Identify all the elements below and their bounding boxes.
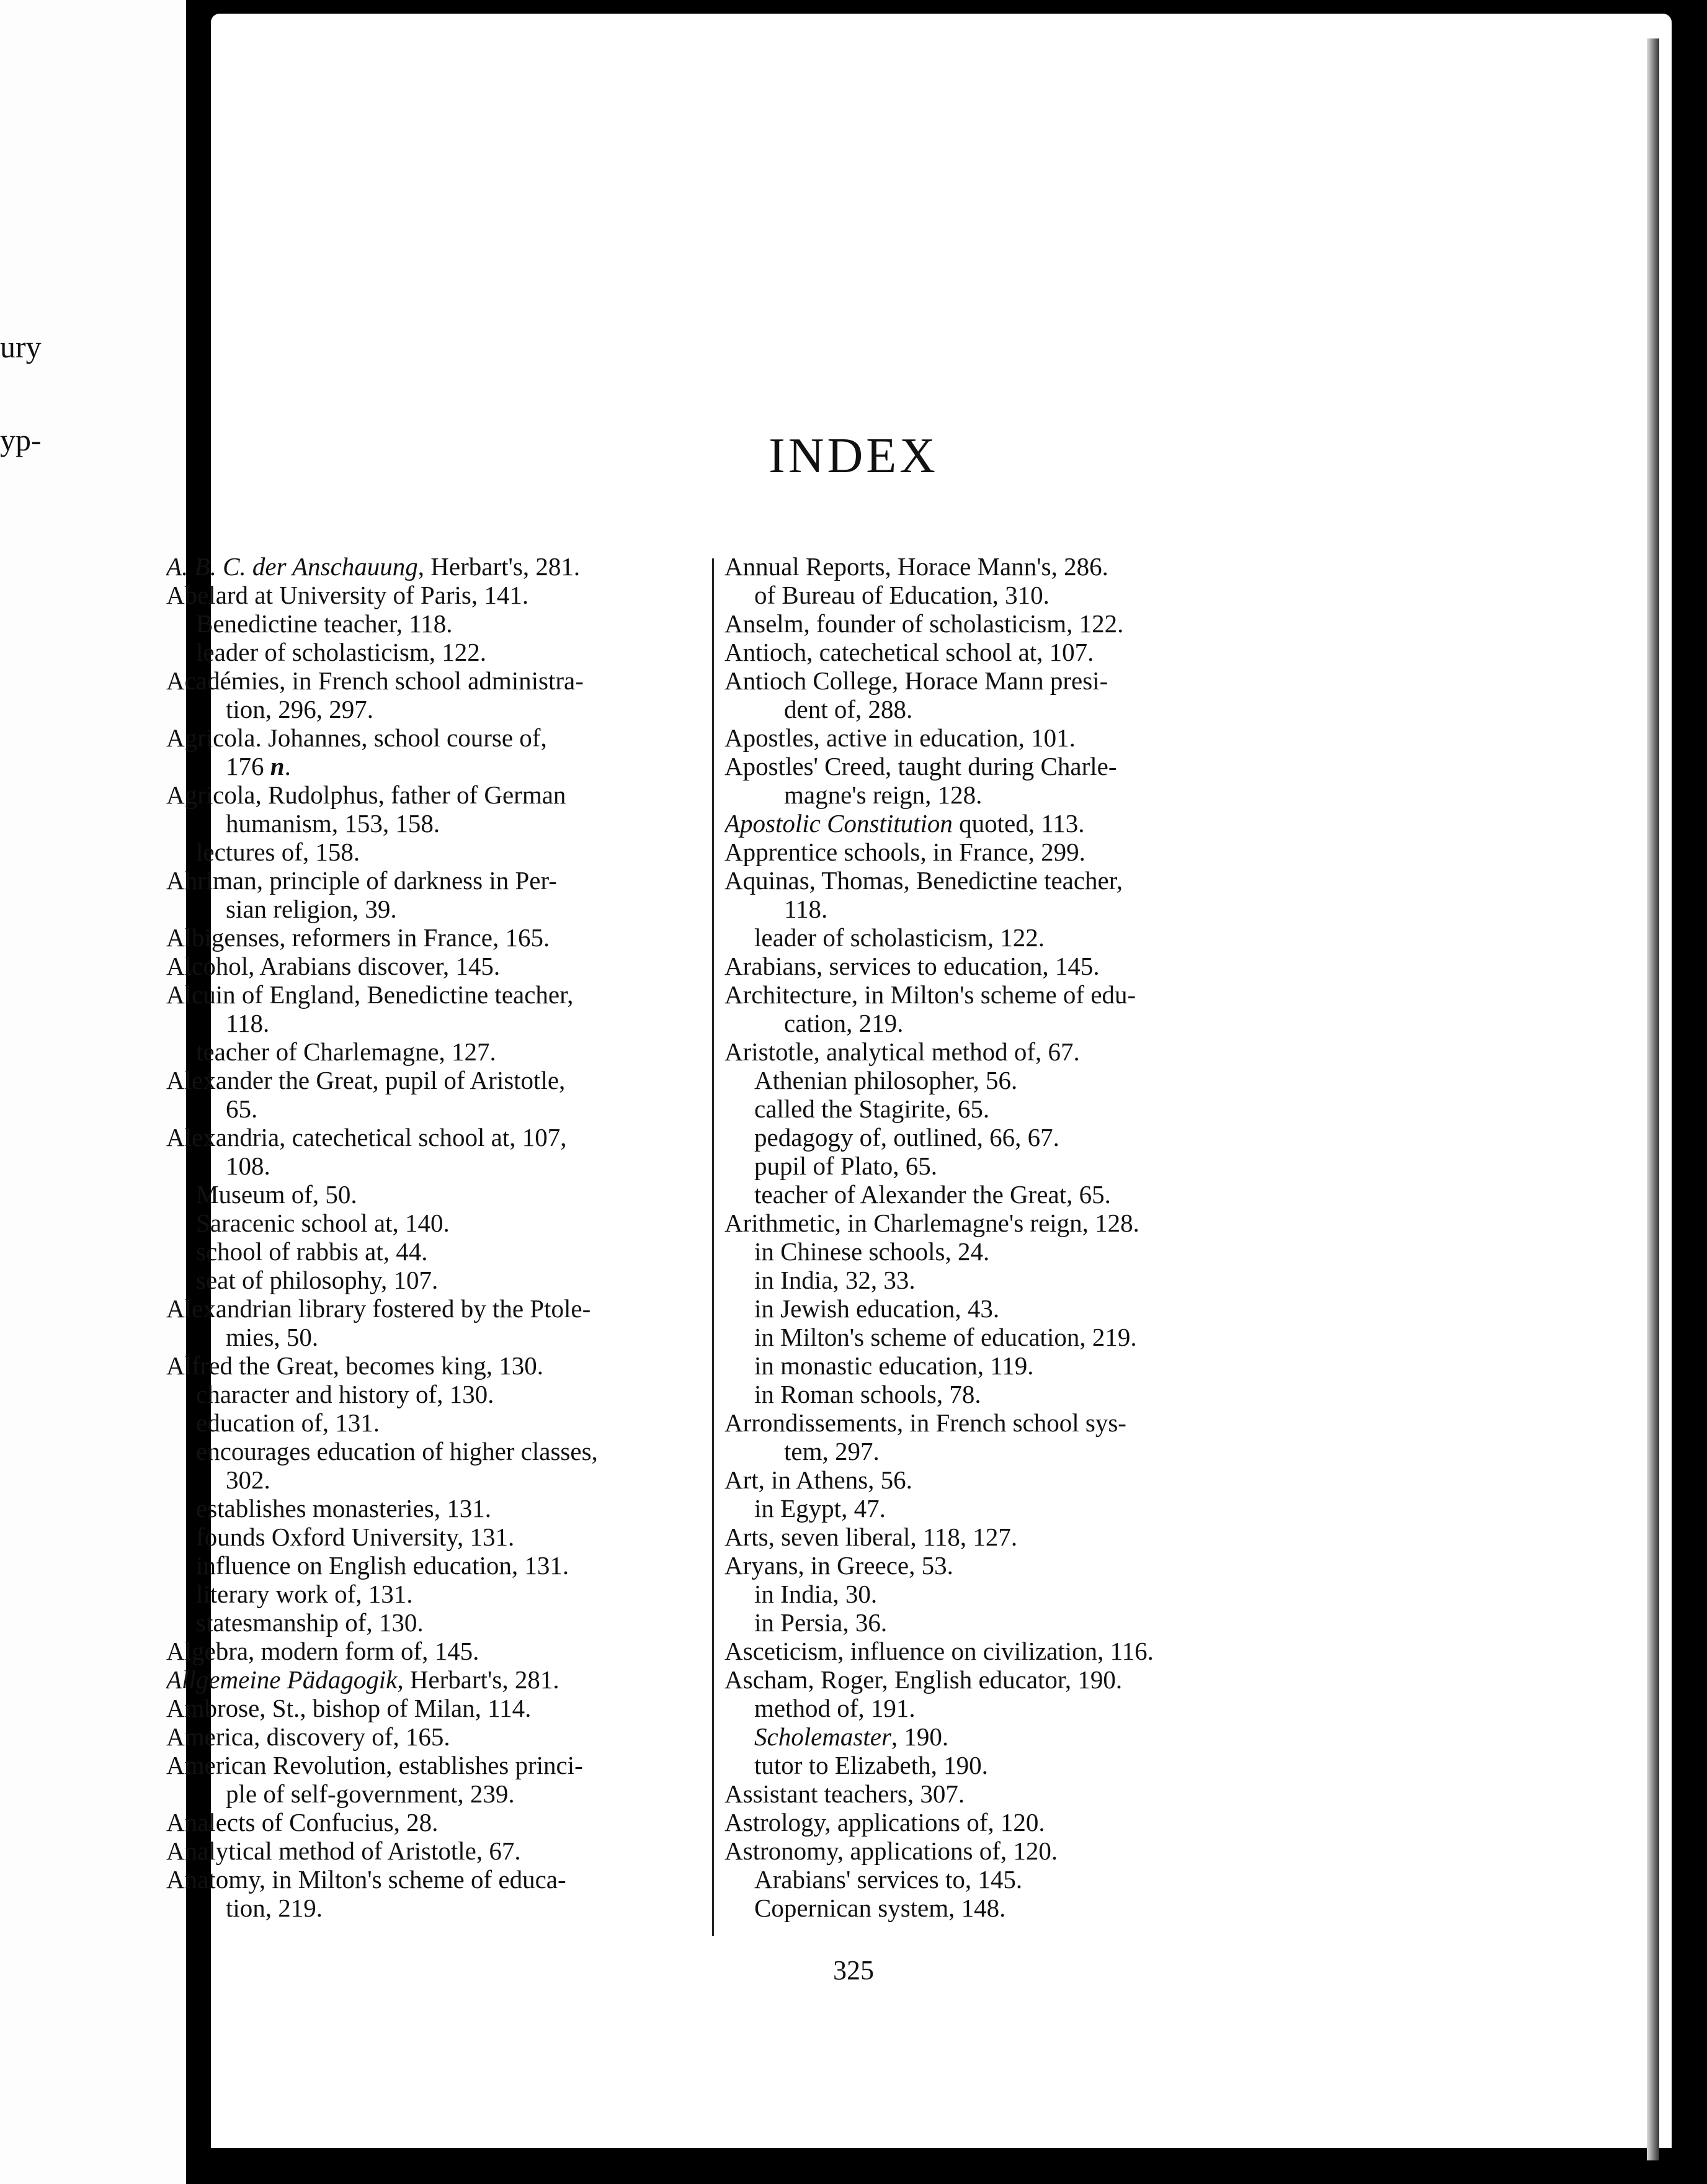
index-entry-text: , Herbart's, 281. (397, 1665, 559, 1694)
index-entry (166, 1580, 712, 1608)
index-entry-text: establishes monasteries, 131. (196, 1494, 491, 1523)
index-entry-text: Saracenic school at, 140. (196, 1209, 450, 1237)
index-entry-text: Assistant teachers, 307. (724, 1779, 965, 1808)
index-entry (724, 866, 1270, 895)
index-entry (166, 1808, 712, 1837)
index-entry-text: called the Stagirite, 65. (754, 1094, 990, 1123)
index-entry-text: Algebra, modern form of, 145. (166, 1637, 479, 1665)
index-entry-text: . (284, 752, 291, 781)
index-entry (166, 1694, 712, 1722)
index-entry-text: American Revolution, establishes princi- (166, 1751, 583, 1779)
index-entry-text: Ambrose, St., bishop of Milan, 114. (166, 1694, 532, 1722)
facing-page-edge (0, 0, 186, 2184)
index-entry-text: in Chinese schools, 24. (754, 1237, 990, 1266)
index-entry (724, 1037, 1270, 1066)
index-entry-text: encourages education of higher classes, (196, 1437, 598, 1466)
index-entry (724, 1209, 1270, 1237)
index-entry (724, 581, 1270, 609)
index-entry-text: , Herbart's, 281. (417, 552, 581, 581)
index-entry (724, 1837, 1270, 1865)
index-entry-text: cation, 219. (784, 1009, 904, 1037)
index-entry (724, 552, 1270, 581)
index-entry (724, 1551, 1270, 1580)
index-entry (166, 1209, 712, 1237)
index-entry (166, 1009, 712, 1037)
index-entry (724, 1779, 1270, 1808)
index-entry (724, 1466, 1270, 1494)
index-entry (166, 1408, 712, 1437)
index-entry-text: 108. (226, 1152, 270, 1180)
index-entry-text: Architecture, in Milton's scheme of edu- (724, 980, 1136, 1009)
index-entry-text: pedagogy of, outlined, 66, 67. (754, 1123, 1059, 1152)
index-entry (724, 923, 1270, 952)
index-entry-text: in Roman schools, 78. (754, 1380, 981, 1408)
index-entry-text: in India, 32, 33. (754, 1266, 916, 1294)
index-entry-text: Analytical method of Aristotle, 67. (166, 1837, 521, 1865)
index-entry (166, 781, 712, 809)
index-entry-text: 118. (784, 895, 828, 923)
index-entry (166, 1037, 712, 1066)
index-entry (724, 1637, 1270, 1665)
index-entry-text: character and history of, 130. (196, 1380, 494, 1408)
index-entry-text: mies, 50. (226, 1323, 319, 1351)
facing-page-fragment: ury (0, 329, 42, 364)
index-entry (166, 809, 712, 838)
index-entry-text: Museum of, 50. (196, 1180, 357, 1209)
index-entry (724, 980, 1270, 1009)
index-entry (166, 838, 712, 866)
index-entry (166, 1437, 712, 1466)
index-entry (724, 809, 1270, 838)
index-entry-text: Apostles, active in education, 101. (724, 723, 1076, 752)
index-entry (166, 1665, 712, 1694)
index-entry (166, 1294, 712, 1323)
index-entry (166, 1865, 712, 1894)
index-entry-text: literary work of, 131. (196, 1580, 413, 1608)
index-entry (166, 952, 712, 980)
index-entry-text: Albigenses, reformers in France, 165. (166, 923, 550, 952)
index-entry (166, 581, 712, 609)
page-number: 325 (833, 1955, 874, 1985)
index-entry-text: ple of self-government, 239. (226, 1779, 515, 1808)
index-entry (166, 1152, 712, 1180)
index-entry (724, 1808, 1270, 1837)
index-entry (724, 1523, 1270, 1551)
index-entry (724, 752, 1270, 781)
index-entry (724, 638, 1270, 666)
index-entry-text: Aryans, in Greece, 53. (724, 1551, 953, 1580)
index-entry-text: teacher of Alexander the Great, 65. (754, 1180, 1111, 1209)
index-entry (166, 1094, 712, 1123)
index-entry (166, 666, 712, 695)
index-entry-text: education of, 131. (196, 1408, 380, 1437)
index-entry-text: Annual Reports, Horace Mann's, 286. (724, 552, 1108, 581)
index-entry (166, 552, 712, 581)
index-entry-text: Anselm, founder of scholasticism, 122. (724, 609, 1124, 638)
index-entry-text: Scholemaster (754, 1722, 891, 1751)
index-entry-text: tem, 297. (784, 1437, 880, 1466)
index-entry (166, 1751, 712, 1779)
index-entry-text: Alexandrian library fostered by the Ptole- (166, 1294, 591, 1323)
index-column-right (724, 552, 1270, 1922)
index-entry-text: Art, in Athens, 56. (724, 1466, 912, 1494)
index-entry (166, 1123, 712, 1152)
index-entry (724, 1323, 1270, 1351)
index-entry-text: seat of philosophy, 107. (196, 1266, 439, 1294)
index-entry-text: Alcohol, Arabians discover, 145. (166, 952, 501, 980)
index-entry (166, 923, 712, 952)
index-entry-text: Abelard at University of Paris, 141. (166, 581, 529, 609)
index-entry-text: 302. (226, 1466, 270, 1494)
index-entry (724, 1580, 1270, 1608)
index-entry-text: Anatomy, in Milton's scheme of educa- (166, 1865, 566, 1894)
index-entry-text: quoted, 113. (952, 809, 1085, 838)
index-entry-text: Alexandria, catechetical school at, 107, (166, 1123, 567, 1152)
index-entry-text: school of rabbis at, 44. (196, 1237, 428, 1266)
index-entry-text: leader of scholasticism, 122. (196, 638, 486, 666)
index-entry-text: pupil of Plato, 65. (754, 1152, 937, 1180)
index-entry (724, 895, 1270, 923)
index-entry (724, 1237, 1270, 1266)
index-entry (724, 1494, 1270, 1523)
index-entry-text: lectures of, 158. (196, 838, 360, 866)
index-entry (166, 1779, 712, 1808)
index-entry-text: Alcuin of England, Benedictine teacher, (166, 980, 574, 1009)
index-entry (724, 1094, 1270, 1123)
index-entry-text: Apostolic Constitution (724, 809, 953, 838)
column-divider (712, 558, 714, 1936)
index-entry-text: in Milton's scheme of education, 219. (754, 1323, 1137, 1351)
index-entry-text: Benedictine teacher, 118. (196, 609, 453, 638)
index-entry-text: n (270, 752, 285, 781)
index-entry (724, 1437, 1270, 1466)
index-entry (166, 895, 712, 923)
index-entry (724, 1152, 1270, 1180)
index-entry (724, 1751, 1270, 1779)
index-entry (724, 1294, 1270, 1323)
index-entry-text: Allgemeine Pädagogik (166, 1665, 398, 1694)
index-entry (724, 1694, 1270, 1722)
index-entry-text: in Jewish education, 43. (754, 1294, 1000, 1323)
index-entry-text: Apostles' Creed, taught during Charle- (724, 752, 1117, 781)
index-entry-text: Arithmetic, in Charlemagne's reign, 128. (724, 1209, 1139, 1237)
page-title: INDEX (769, 429, 938, 483)
index-entry-text: in Persia, 36. (754, 1608, 888, 1637)
index-entry (166, 1551, 712, 1580)
index-entry (166, 609, 712, 638)
index-entry-text: 176 (226, 752, 270, 781)
index-entry (724, 1266, 1270, 1294)
index-entry (724, 1009, 1270, 1037)
index-entry-text: Arabians, services to education, 145. (724, 952, 1100, 980)
index-entry (166, 1323, 712, 1351)
index-entry-text: magne's reign, 128. (784, 781, 983, 809)
index-entry-text: Ahriman, principle of darkness in Per- (166, 866, 557, 895)
index-entry (724, 1066, 1270, 1094)
index-entry (724, 1665, 1270, 1694)
index-entry-text: Académies, in French school administra- (166, 666, 584, 695)
index-entry-text: Copernican system, 148. (754, 1894, 1006, 1922)
index-entry (724, 1408, 1270, 1437)
index-entry-text: A. B. C. der Anschauung (166, 552, 418, 581)
index-entry (166, 638, 712, 666)
index-entry (724, 1351, 1270, 1380)
index-entry-text: humanism, 153, 158. (226, 809, 440, 838)
index-entry-text: Alfred the Great, becomes king, 130. (166, 1351, 543, 1380)
index-entry-text: Agricola. Johannes, school course of, (166, 723, 547, 752)
index-entry (166, 1837, 712, 1865)
index-entry-text: teacher of Charlemagne, 127. (196, 1037, 496, 1066)
facing-page-fragment: yp- (0, 423, 42, 457)
index-entry-text: tion, 219. (226, 1894, 323, 1922)
index-entry (724, 781, 1270, 809)
index-entry-text: Astronomy, applications of, 120. (724, 1837, 1058, 1865)
index-entry (724, 695, 1270, 723)
index-entry (166, 723, 712, 752)
index-entry (166, 866, 712, 895)
index-entry (166, 1237, 712, 1266)
index-entry-text: in India, 30. (754, 1580, 878, 1608)
index-entry-text: Arts, seven liberal, 118, 127. (724, 1523, 1018, 1551)
index-entry-text: Analects of Confucius, 28. (166, 1808, 439, 1837)
index-entry-text: Ascham, Roger, English educator, 190. (724, 1665, 1123, 1694)
index-entry (724, 1865, 1270, 1894)
index-entry-text: tion, 296, 297. (226, 695, 374, 723)
index-entry-text: Apprentice schools, in France, 299. (724, 838, 1085, 866)
index-entry-text: tutor to Elizabeth, 190. (754, 1751, 988, 1779)
index-entry-text: Antioch, catechetical school at, 107. (724, 638, 1094, 666)
index-entry (724, 952, 1270, 980)
index-entry (166, 1637, 712, 1665)
index-entry (724, 1722, 1270, 1751)
index-entry-text: of Bureau of Education, 310. (754, 581, 1050, 609)
index-entry (724, 1380, 1270, 1408)
index-entry (724, 609, 1270, 638)
index-entry (166, 1894, 712, 1922)
index-entry-text: Athenian philosopher, 56. (754, 1066, 1018, 1094)
index-entry (724, 666, 1270, 695)
index-entry (166, 1523, 712, 1551)
index-entry-text: Alexander the Great, pupil of Aristotle, (166, 1066, 566, 1094)
index-entry-text: method of, 191. (754, 1694, 916, 1722)
index-entry (166, 1466, 712, 1494)
index-entry (724, 1894, 1270, 1922)
index-entry-text: leader of scholasticism, 122. (754, 923, 1045, 952)
index-entry (166, 1180, 712, 1209)
index-entry (166, 1380, 712, 1408)
index-entry-text: America, discovery of, 165. (166, 1722, 450, 1751)
index-entry (724, 838, 1270, 866)
index-entry-text: Arrondissements, in French school sys- (724, 1408, 1126, 1437)
index-entry-text: 65. (226, 1094, 258, 1123)
index-entry-text: 118. (226, 1009, 270, 1037)
page-binding-edge (1647, 38, 1659, 2160)
index-entry-text: sian religion, 39. (226, 895, 397, 923)
index-entry-text: statesmanship of, 130. (196, 1608, 424, 1637)
index-entry-text: Aristotle, analytical method of, 67. (724, 1037, 1080, 1066)
index-entry-text: in monastic education, 119. (754, 1351, 1034, 1380)
index-entry-text: Agricola, Rudolphus, father of German (166, 781, 566, 809)
index-entry (166, 1351, 712, 1380)
index-entry-text: influence on English education, 131. (196, 1551, 569, 1580)
index-entry-text: Astrology, applications of, 120. (724, 1808, 1045, 1837)
index-entry-text: Arabians' services to, 145. (754, 1865, 1023, 1894)
index-entry (724, 723, 1270, 752)
index-entry (724, 1123, 1270, 1152)
index-entry-text: in Egypt, 47. (754, 1494, 886, 1523)
index-entry (166, 752, 712, 781)
index-entry (166, 1066, 712, 1094)
index-entry (724, 1180, 1270, 1209)
index-entry-text: Asceticism, influence on civilization, 116. (724, 1637, 1154, 1665)
index-entry (166, 1608, 712, 1637)
index-entry (166, 980, 712, 1009)
index-entry (166, 1266, 712, 1294)
index-entry (166, 1494, 712, 1523)
index-entry-text: dent of, 288. (784, 695, 913, 723)
index-column-left (166, 552, 712, 1922)
index-entry (166, 695, 712, 723)
index-entry-text: , 190. (891, 1722, 949, 1751)
index-entry-text: Antioch College, Horace Mann presi- (724, 666, 1108, 695)
index-entry (166, 1722, 712, 1751)
index-entry-text: founds Oxford University, 131. (196, 1523, 515, 1551)
index-entry (724, 1608, 1270, 1637)
index-entry-text: Aquinas, Thomas, Benedictine teacher, (724, 866, 1123, 895)
